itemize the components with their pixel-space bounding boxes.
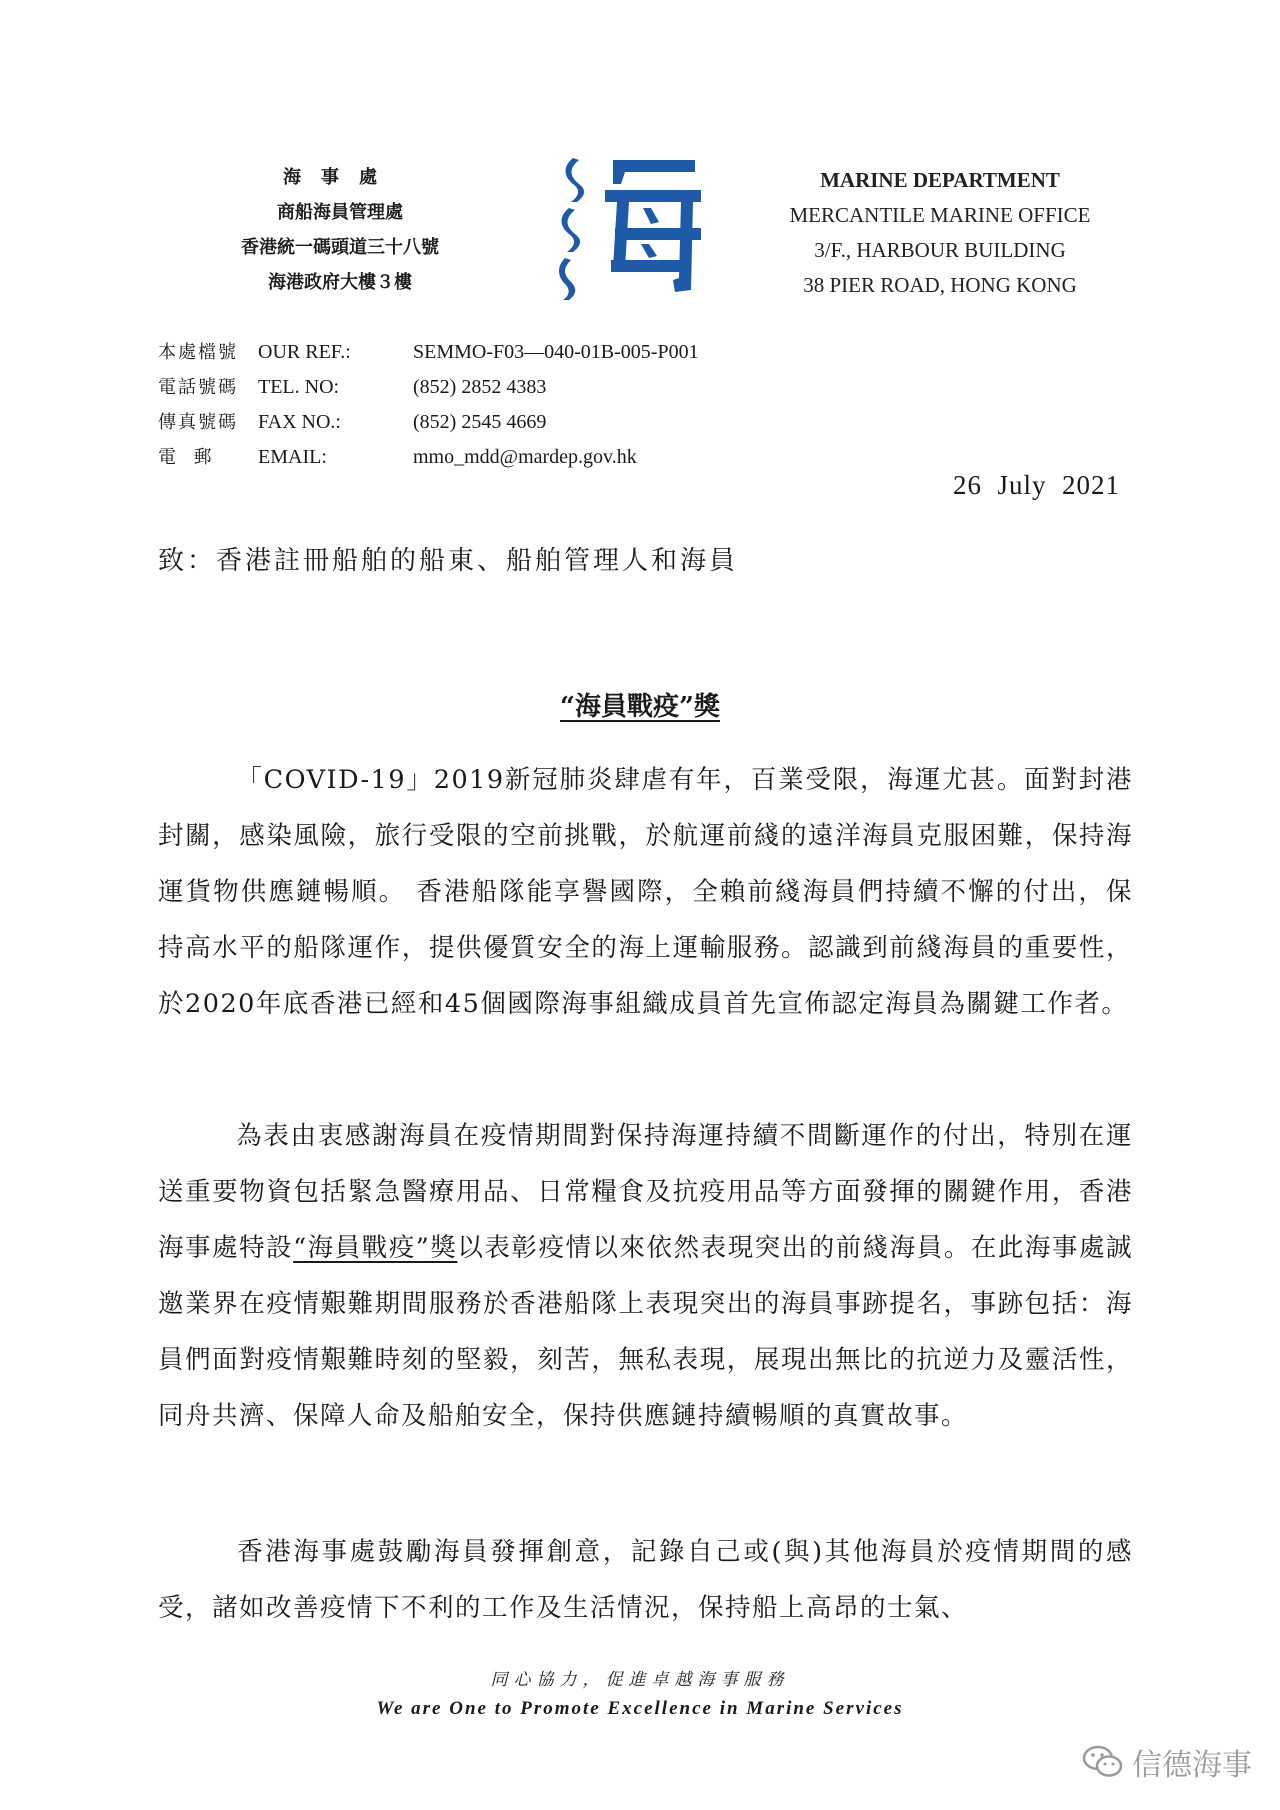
email-value[interactable]: mmo_mdd@mardep.gov.hk: [413, 446, 637, 468]
wechat-icon: [1082, 1744, 1124, 1780]
paragraph-2-text-before: 為表由衷感謝海員在疫情期間對保持海運持續不間斷運作的付出，特別在運送重要物資包括緊急醫療用品、日常糧食及抗疫用品等方面發揮的關鍵作用，香港海事處特設: [158, 1121, 1133, 1263]
email-row: [158, 440, 699, 475]
letter-date: 26 July 2021: [952, 470, 1120, 500]
reference-label-cn: 本處檔號: [158, 342, 238, 363]
paragraph-1-text: 「COVID-19」2019新冠肺炎肆虐有年，百業受限，海運尤甚。面對封港封關，感染風險，旅行受限的空前挑戰，於航運前綫的遠洋海員克服困難，保持海運貨物供應鏈暢順。 香港船隊能享譽國際，全賴前綫海員們持續不懈的付出，保持高水平的船隊運作，提供優質安全的海上運輸服務。認識到前綫海員的重要性，於2020年底香港已經和45個國際海事組織成員首先宣佈認定海員為關鍵工作者。: [158, 765, 1133, 1019]
paragraph-3-text: 香港海事處鼓勵海員發揮創意，記錄自己或(與)其他海員於疫情期間的感受，諸如改善疫情下不利的工作及生活情況，保持船上高昂的士氣、: [158, 1537, 1133, 1623]
watermark-text: 信德海事: [1132, 1748, 1252, 1783]
reference-value: SEMMO-F03—040-01B-005-P001: [413, 341, 699, 363]
paragraph-2-text-after: 以表彰疫情以來依然表現突出的前綫海員。在此海事處誠邀業界在疫情艱難期間服務於香港船隊上表現突出的海員事跡提名，事跡包括：海員們面對疫情艱難時刻的堅毅，刻苦，無私表現，展現出無比的抗逆力及靈活性，同舟共濟、保障人命及船舶安全，保持供應鏈持續暢順的真實故事。: [158, 1233, 1133, 1431]
watermark: [1082, 1740, 1252, 1784]
body-paragraph-3: [158, 1524, 1133, 1636]
address-line1-cn: 香港統一碼頭道三十八號: [241, 237, 439, 258]
address-line2-cn: 海港政府大樓３樓: [268, 272, 412, 293]
document-title-text: “海員戰疫”獎: [560, 692, 720, 722]
email-label-cn: 電 郵: [158, 447, 214, 468]
english-letterhead: [760, 163, 1120, 303]
office-name-cn: 商船海員管理處: [277, 202, 403, 223]
marine-department-logo-icon: [555, 150, 705, 300]
body-paragraph-1: [158, 752, 1133, 1032]
body-paragraph-2: [158, 1108, 1133, 1444]
telephone-value: (852) 2852 4383: [413, 376, 547, 398]
fax-row: [158, 405, 699, 440]
address-line2-en: 38 PIER ROAD, HONG KONG: [803, 273, 1077, 297]
reference-block: [158, 335, 699, 475]
footer-slogan-cn: 同心協力，促進卓越海事服務: [490, 1670, 790, 1690]
telephone-label-en: TEL. NO:: [258, 376, 340, 398]
award-name-underlined: “海員戰疫”獎: [293, 1233, 458, 1263]
telephone-row: [158, 370, 699, 405]
letter-footer: [0, 1665, 1280, 1720]
reference-label-en: OUR REF.:: [258, 341, 351, 363]
office-name-en: MERCANTILE MARINE OFFICE: [789, 203, 1091, 227]
document-title: [0, 686, 1280, 723]
address-line1-en: 3/F., HARBOUR BUILDING: [814, 238, 1066, 262]
fax-value: (852) 2545 4669: [413, 411, 547, 433]
recipient-line: 致：香港註冊船舶的船東、船舶管理人和海員: [158, 546, 739, 576]
fax-label-en: FAX NO.:: [258, 411, 341, 433]
department-name-cn: 海事處: [283, 167, 397, 188]
reference-row: [158, 335, 699, 370]
fax-label-cn: 傳真號碼: [158, 412, 238, 433]
telephone-label-cn: 電話號碼: [158, 377, 238, 398]
footer-slogan-en: We are One to Promote Excellence in Marine Services: [376, 1698, 904, 1719]
chinese-letterhead: [200, 160, 480, 300]
email-label-en: EMAIL:: [258, 446, 327, 468]
department-name-en: MARINE DEPARTMENT: [820, 168, 1060, 192]
